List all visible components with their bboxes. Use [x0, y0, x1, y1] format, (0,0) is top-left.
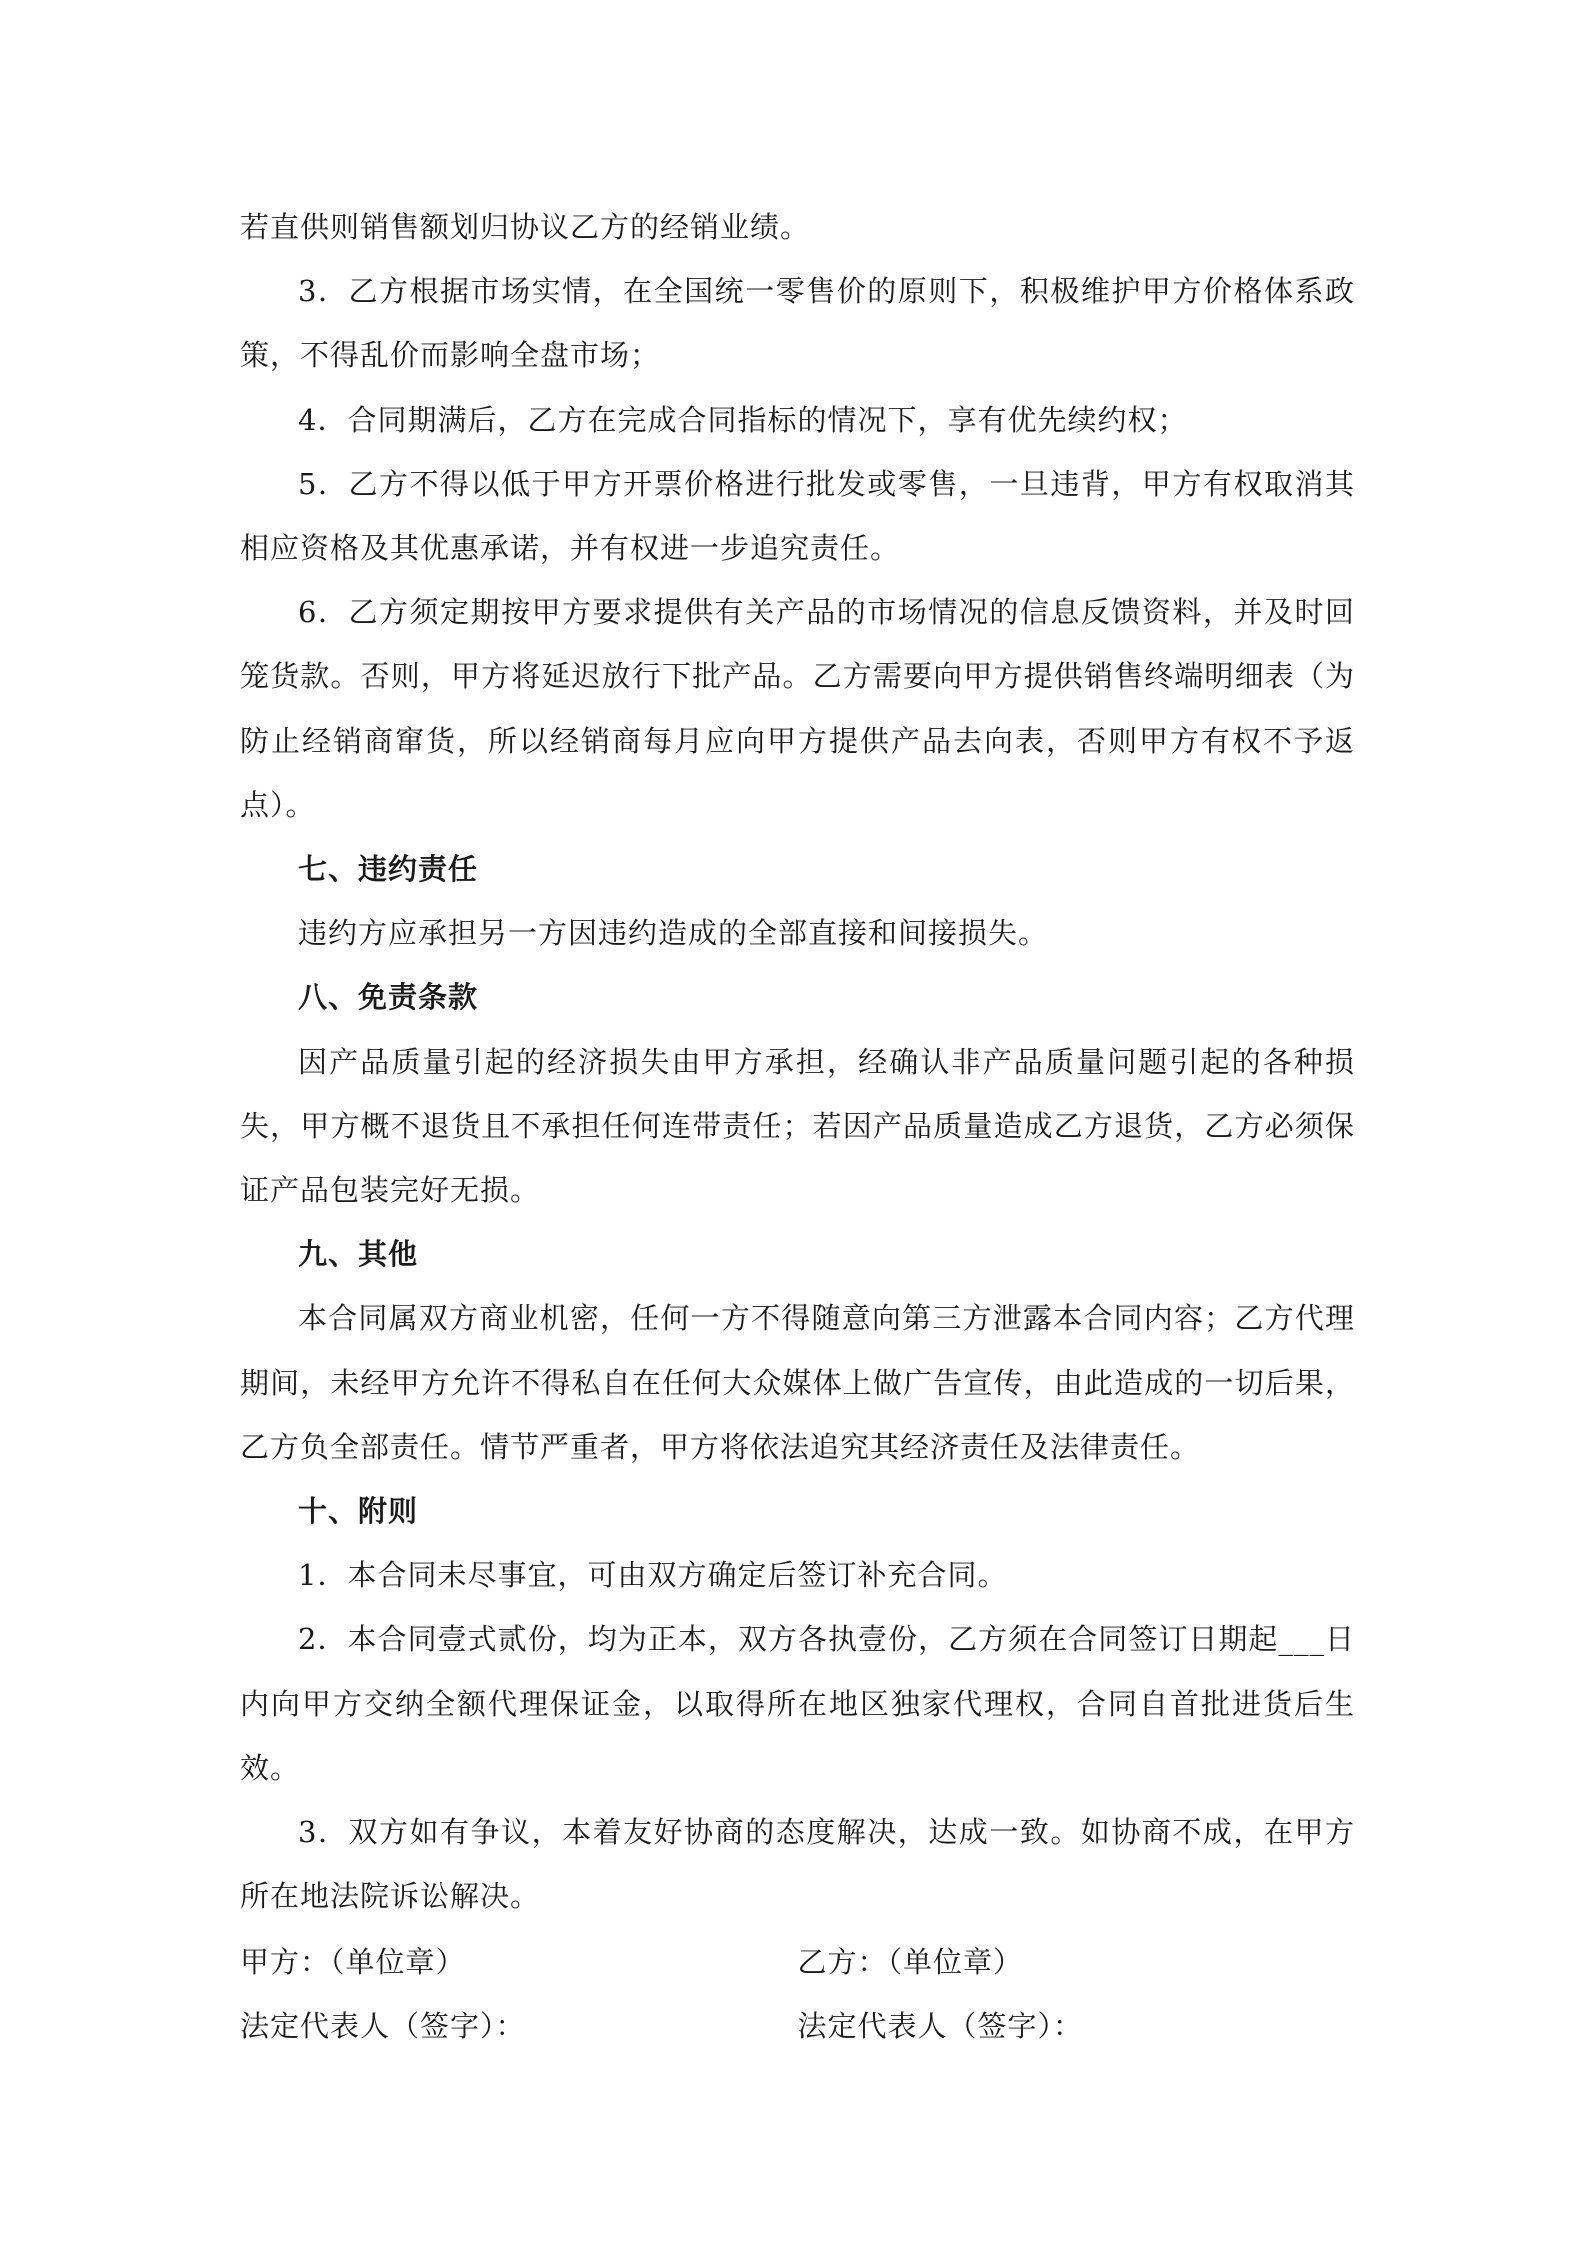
- contract-body: [240, 195, 1355, 1928]
- party-b-seal: 乙方：（单位章）: [797, 1945, 1024, 1979]
- clause-10-3: 3．双方如有争议，本着友好协商的态度解决，达成一致。如协商不成，在甲方所在地法院诉讼解决。: [240, 1815, 1355, 1914]
- section-heading-other: 九、其他: [298, 1237, 419, 1272]
- other-clause: 本合同属双方商业机密，任何一方不得随意向第三方泄露本合同内容；乙方代理期间，未经甲方允许不得私自在任何大众媒体上做广告宣传，由此造成的一切后果，乙方负全部责任。情节严重者，甲方将依法追究其经济责任及法律责任。: [240, 1301, 1355, 1464]
- signature-seal-row: [240, 1930, 1355, 1994]
- clause-6-4: 4．合同期满后，乙方在完成合同指标的情况下，享有优先续约权；: [298, 402, 1188, 437]
- breach-clause: 违约方应承担另一方因违约造成的全部直接和间接损失。: [298, 916, 1049, 951]
- clause-6-5: 5．乙方不得以低于甲方开票价格进行批发或零售，一旦违背，甲方有权取消其相应资格及其优惠承诺，并有权进一步追究责任。: [240, 466, 1355, 566]
- exemption-clause: 因产品质量引起的经济损失由甲方承担，经确认非产品质量问题引起的各种损失，甲方概不退货且不承担任何连带责任；若因产品质量造成乙方退货，乙方必须保证产品包装完好无损。: [240, 1044, 1355, 1208]
- section-heading-supplementary: 十、附则: [298, 1494, 419, 1529]
- clause-10-1: 1．本合同未尽事宜，可由双方确定后签订补充合同。: [298, 1558, 1008, 1593]
- party-b-representative: 法定代表人（签字）：: [797, 2009, 1084, 2044]
- clause-6-6: 6．乙方须定期按甲方要求提供有关产品的市场情况的信息反馈资料，并及时回笼货款。否则，甲方将延迟放行下批产品。乙方需要向甲方提供销售终端明细表（为防止经销商窜货，所以经销商每月应向甲方提供产品去向表，否则甲方有权不予返点）。: [240, 595, 1355, 822]
- clause-6-3: 3．乙方根据市场实情，在全国统一零售价的原则下，积极维护甲方价格体系政策，不得乱价而影响全盘市场；: [240, 274, 1355, 373]
- section-heading-exemption: 八、免责条款: [298, 980, 479, 1015]
- party-a-representative: 法定代表人（签字）：: [240, 2009, 526, 2044]
- paragraph-sales-attribution: 若直供则销售额划归协议乙方的经销业绩。: [240, 210, 811, 244]
- clause-10-2: 2．本合同壹式贰份，均为正本，双方各执壹份，乙方须在合同签订日期起___日内向甲方交纳全额代理保证金，以取得所在地区独家代理权，合同自首批进货后生效。: [240, 1622, 1355, 1785]
- signature-block: [240, 1930, 1355, 2058]
- signature-representative-row: [240, 1994, 1355, 2058]
- party-a-seal: 甲方：（单位章）: [240, 1945, 466, 1979]
- section-heading-breach: 七、违约责任: [298, 852, 479, 887]
